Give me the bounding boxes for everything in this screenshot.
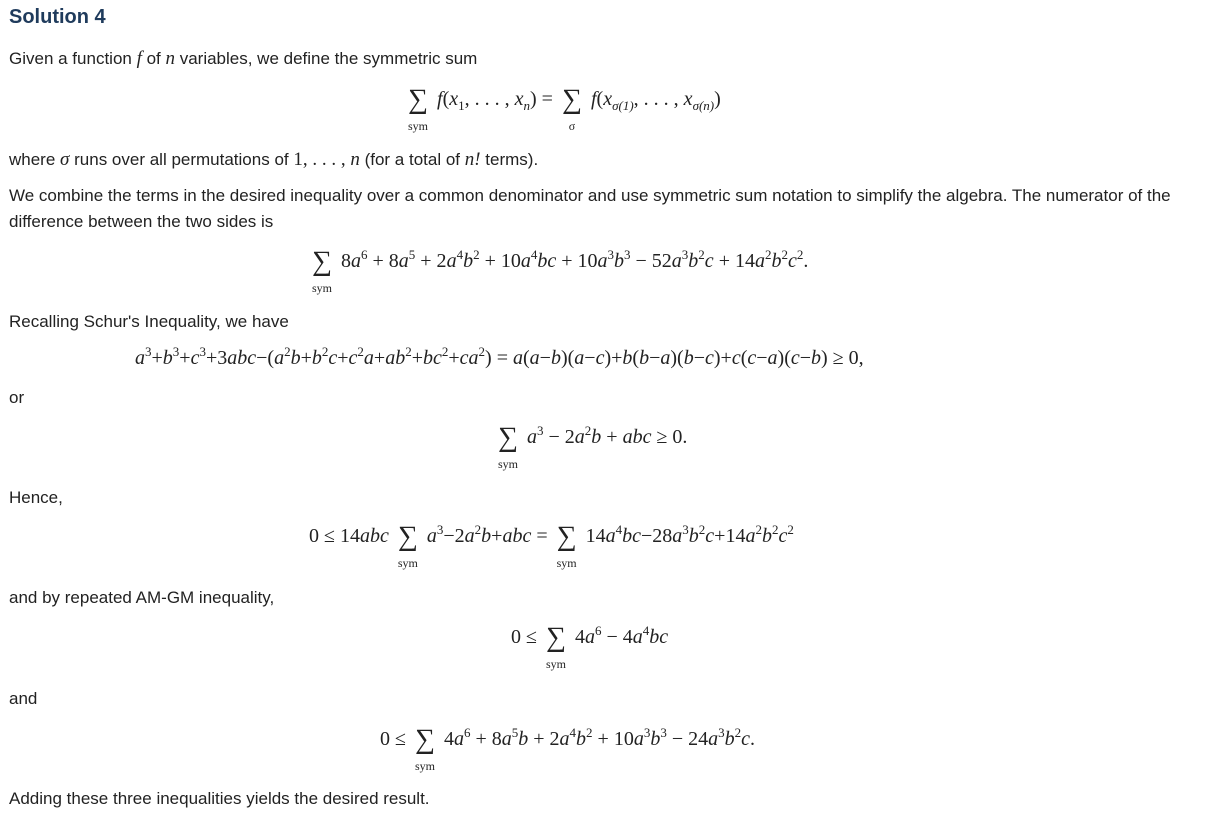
text: (for a total of (359, 150, 465, 169)
sum-limit-sym: sym (414, 759, 435, 773)
sum-symbol: ∑ sym (556, 521, 577, 570)
paragraph-permutations (9, 147, 538, 173)
sum-limit-sym: sym (407, 119, 429, 133)
sum-symbol: ∑ sym (414, 724, 435, 773)
paragraph-hence: Hence, (9, 488, 63, 507)
sum-limit-sym: sym (497, 457, 519, 471)
text: Given a function (9, 49, 137, 68)
equation-numerator: ∑ sym $8a^6 + 8a^5 + 2a^4b^2 + 10a^4bc + 10a^3b^3 - 52a^3b^2c + 14a^2b^2c^2$. (308, 250, 808, 273)
text: variables, we define the symmetric sum (174, 49, 478, 68)
paragraph-common-denominator: We combine the terms in the desired inequality over a common denominator and use symmetric sum notation to simplify the algebra. The numerator of the difference between the two sides is (9, 186, 1171, 231)
paragraph-am-gm: and by repeated AM-GM inequality, (9, 588, 275, 607)
text: of (141, 49, 166, 68)
sum-limit-sym: sym (556, 556, 577, 570)
sum-symbol: ∑ σ (561, 84, 582, 133)
math-var: f (136, 48, 142, 69)
sum-limit-sym: sym (311, 281, 333, 295)
text: runs over all permutations of (69, 150, 294, 169)
math-var: n (350, 149, 360, 170)
paragraph-conclusion: Adding these three inequalities yields the desired result. (9, 789, 430, 808)
equation-am-gm-second: 0 ≤ ∑ sym $4a^6 + 8a^5b + 2a^4b^2 + 10a^3b^3 - 24a^3b^2c$. (380, 724, 755, 773)
sum-limit-sigma: σ (568, 119, 576, 133)
equation-hence: 0 ≤ 14abc ∑ sym $a^3-2a^2b+abc$ = ∑ sym $14a^4bc-28a^3b^2c+14a^2b^2c^2$ (309, 521, 794, 570)
sum-symbol: ∑ sym (497, 422, 519, 471)
paragraph-and: and (9, 689, 38, 708)
paragraph-definition-intro (9, 46, 477, 72)
sum-symbol: ∑ sym (407, 84, 429, 133)
equation-symmetric-sum-definition: ∑ sym $f(x_1$, . . . , $x_n$) = ∑ σ $f(x_{\sigma(1)}$, . . . , $x_{\sigma(n)}$) (404, 88, 721, 111)
paragraph-schur: Recalling Schur's Inequality, we have (9, 312, 289, 331)
sum-symbol: ∑ sym (397, 521, 418, 570)
equation-schur-inequality: $a^3+b^3+c^3+3abc-(a^2b+b^2c+c^2a+ab^2+bc^2+ca^2) = a(a-b)(a-c)+b(b-a)(b-c)+c(c-a)(c-b) \ge 0$, (135, 344, 864, 369)
sum-symbol: ∑ sym (311, 246, 333, 295)
sum-symbol: ∑ sym (545, 622, 566, 671)
math-expr: n! (464, 149, 481, 170)
paragraph-or: or (9, 388, 25, 407)
equation-schur-symmetric: ∑ sym $a^3 - 2a^2b$ + abc ≥ 0. (494, 426, 687, 449)
text: where (9, 150, 61, 169)
math-var: σ (60, 149, 70, 170)
math-expr: 1, . . . , (293, 149, 351, 170)
sum-limit-sym: sym (545, 657, 566, 671)
equation-am-gm-first: 0 ≤ ∑ sym $4a^6 - 4a^4bc$ (511, 622, 669, 671)
sum-limit-sym: sym (397, 556, 418, 570)
math-var: n (165, 48, 175, 69)
text: terms). (480, 150, 539, 169)
solution-heading: Solution 4 (9, 6, 106, 28)
